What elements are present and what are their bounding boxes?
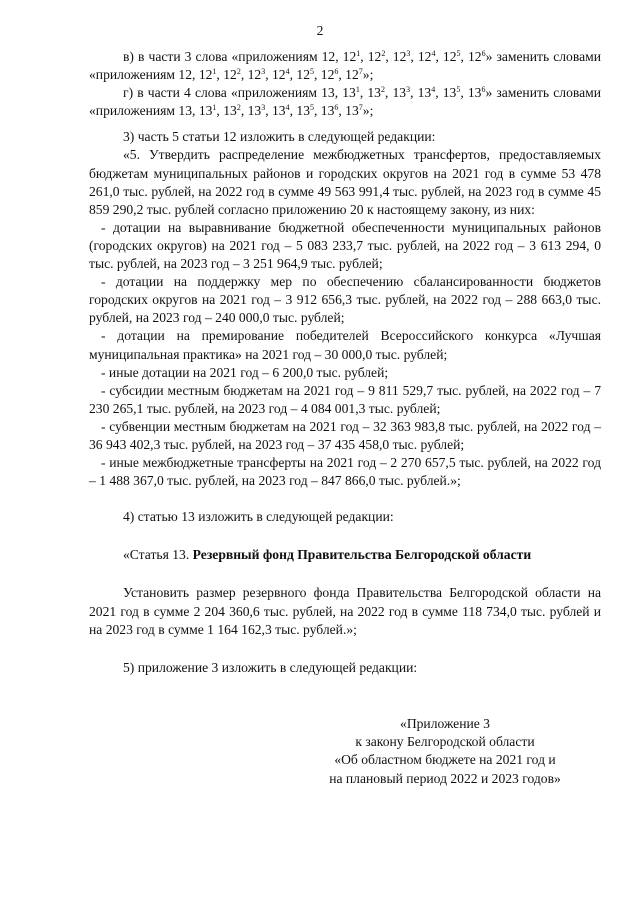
superscript: 5 bbox=[309, 67, 314, 77]
paragraph-part-5: «5. Утвердить распределение межбюджетных трансфертов, предоставляемых бюджетам муниципальных районов и городских округов на 2021 год в сумме 53 478 261,0 тыс. рублей, на 2022 год в сумме 49 563 991,4 тыс. рублей, на 2023 год в сумме 45 859 290,2 тыс. рублей согласно приложению 20 к настоящему закону, из них: bbox=[89, 147, 601, 217]
page-number: 2 bbox=[316, 23, 324, 38]
superscript: 1 bbox=[356, 49, 361, 58]
paragraph-item-5: 5) приложение 3 изложить в следующей редакции: bbox=[123, 659, 418, 675]
item-g-text: , 13 bbox=[265, 103, 286, 119]
item-v-text: » заменить словами «приложениям 12, 12 bbox=[89, 49, 602, 83]
superscript: 4 bbox=[431, 85, 436, 95]
list-item-balance-grants: - дотации на поддержку мер по обеспечению сбалансированности бюджетов городских округов на 2021 год – 3 912 656,3 тыс. рублей, на 2022 год – 288 663,0 тыс. рублей, на 2023 год – 240 000,0 тыс. рублей; bbox=[89, 274, 601, 326]
superscript: 2 bbox=[381, 49, 386, 58]
item-g-text: г) в части 4 слова «приложениям 13, 13 bbox=[123, 85, 356, 101]
superscript: 7 bbox=[358, 103, 363, 113]
superscript: 6 bbox=[334, 103, 339, 113]
item-g-text: , 13 bbox=[359, 85, 381, 101]
item-v-text: в) в части 3 слова «приложениям 12, 12 bbox=[123, 49, 357, 64]
item-v-text: , 12 bbox=[385, 49, 407, 64]
list-item-award-grants: - дотации на премирование победителей Всероссийского конкурса «Лучшая муниципальная практика» на 2021 год – 30 000,0 тыс. рублей; bbox=[89, 328, 601, 362]
article-prefix: «Статья 13. bbox=[123, 547, 190, 563]
superscript: 4 bbox=[285, 103, 290, 113]
paragraph-item-3: 3) часть 5 статьи 12 изложить в следующей редакции: bbox=[123, 129, 436, 145]
item-g-text: , 13 bbox=[435, 85, 457, 101]
superscript: 3 bbox=[406, 85, 411, 95]
item-g-text: , 13 bbox=[338, 103, 359, 119]
list-item-equalization-grants: - дотации на выравнивание бюджетной обеспеченности муниципальных районов (городских округов) на 2021 год – 5 083 233,7 тыс. рублей, на 2022 год – 3 613 294, 0 тыс. рублей, на 2023 год – 3 251 964,9 тыс. рублей; bbox=[89, 219, 601, 272]
item-g-text: , 13 bbox=[384, 85, 407, 101]
item-v-text: , 12 bbox=[240, 67, 262, 83]
item-g-text: , 13 bbox=[313, 103, 335, 119]
appendix-header bbox=[289, 715, 601, 788]
superscript: 2 bbox=[380, 85, 385, 95]
appendix-line-2: к закону Белгородской области bbox=[355, 734, 535, 750]
list-item-other-grants: - иные дотации на 2021 год – 6 200,0 тыс. рублей; bbox=[101, 364, 389, 380]
item-g-text: , 13 bbox=[289, 103, 310, 119]
article-heading bbox=[89, 546, 601, 564]
superscript: 2 bbox=[236, 67, 241, 77]
appendix-line-3: «Об областном бюджете на 2021 год и bbox=[334, 752, 556, 768]
superscript: 1 bbox=[212, 67, 217, 77]
item-v bbox=[89, 48, 601, 84]
item-v-text: , 12 bbox=[360, 49, 382, 64]
list-item-other-transfers: - иные межбюджетные трансферты на 2021 год – 2 270 657,5 тыс. рублей, на 2022 год – 1 488 367,0 тыс. рублей, на 2023 год – 847 866,0 тыс. рублей.»; bbox=[89, 455, 601, 489]
superscript: 3 bbox=[261, 67, 266, 77]
superscript: 1 bbox=[212, 103, 217, 113]
item-v-text: , 12 bbox=[410, 49, 432, 64]
item-g-text: , 13 bbox=[216, 103, 237, 119]
superscript: 4 bbox=[285, 67, 290, 77]
superscript: 5 bbox=[309, 103, 314, 113]
item-v-text: , 12 bbox=[216, 67, 237, 83]
superscript: 6 bbox=[334, 67, 339, 77]
superscript: 3 bbox=[406, 49, 411, 58]
item-g-text: , 13 bbox=[410, 85, 432, 101]
superscript: 6 bbox=[481, 49, 486, 58]
item-v-text: , 12 bbox=[265, 67, 286, 83]
superscript: 2 bbox=[236, 103, 241, 113]
appendix-line-4: на плановый период 2022 и 2023 годов» bbox=[329, 770, 561, 786]
item-g bbox=[89, 84, 601, 120]
superscript: 5 bbox=[456, 49, 461, 58]
list-item-subsidies: - субсидии местным бюджетам на 2021 год – 9 811 529,7 тыс. рублей, на 2022 год – 7 230 265,1 тыс. рублей, на 2023 год – 4 084 001,3 тыс. рублей; bbox=[89, 382, 601, 416]
appendix-line-1: «Приложение 3 bbox=[400, 715, 490, 731]
item-v-text: , 12 bbox=[338, 67, 359, 83]
superscript: 4 bbox=[431, 49, 436, 58]
article-title: Резервный фонд Правительства Белгородской области bbox=[192, 547, 532, 563]
item-v-text: , 12 bbox=[435, 49, 457, 64]
paragraph-item-4: 4) статью 13 изложить в следующей редакции: bbox=[123, 509, 394, 525]
item-v-text: , 12 bbox=[289, 67, 310, 83]
superscript: 1 bbox=[355, 85, 360, 95]
item-g-text: , 13 bbox=[460, 85, 482, 101]
list-item-subventions: - субвенции местным бюджетам на 2021 год – 32 363 983,8 тыс. рублей, на 2022 год – 36 943 402,3 тыс. рублей, на 2023 год – 37 435 458,0 тыс. рублей; bbox=[89, 418, 601, 452]
superscript: 5 bbox=[456, 85, 461, 95]
item-v-text: , 12 bbox=[460, 49, 482, 64]
paragraph-reserve-fund: Установить размер резервного фонда Правительства Белгородской области на 2021 год в сумме 2 204 360,6 тыс. рублей, на 2022 год в сумме 118 734,0 тыс. рублей и на 2023 год в сумме 1 164 162,3 тыс. рублей.»; bbox=[89, 585, 601, 637]
item-g-text: »; bbox=[362, 103, 374, 119]
item-v-text: , 12 bbox=[313, 67, 335, 83]
superscript: 3 bbox=[261, 103, 266, 113]
superscript: 6 bbox=[481, 85, 486, 95]
item-g-text: , 13 bbox=[240, 103, 262, 119]
document-body bbox=[89, 48, 601, 788]
item-g-text: » заменить словами «приложениям 13, 13 bbox=[89, 85, 602, 119]
item-v-text: »; bbox=[362, 67, 374, 83]
superscript: 7 bbox=[358, 67, 363, 77]
